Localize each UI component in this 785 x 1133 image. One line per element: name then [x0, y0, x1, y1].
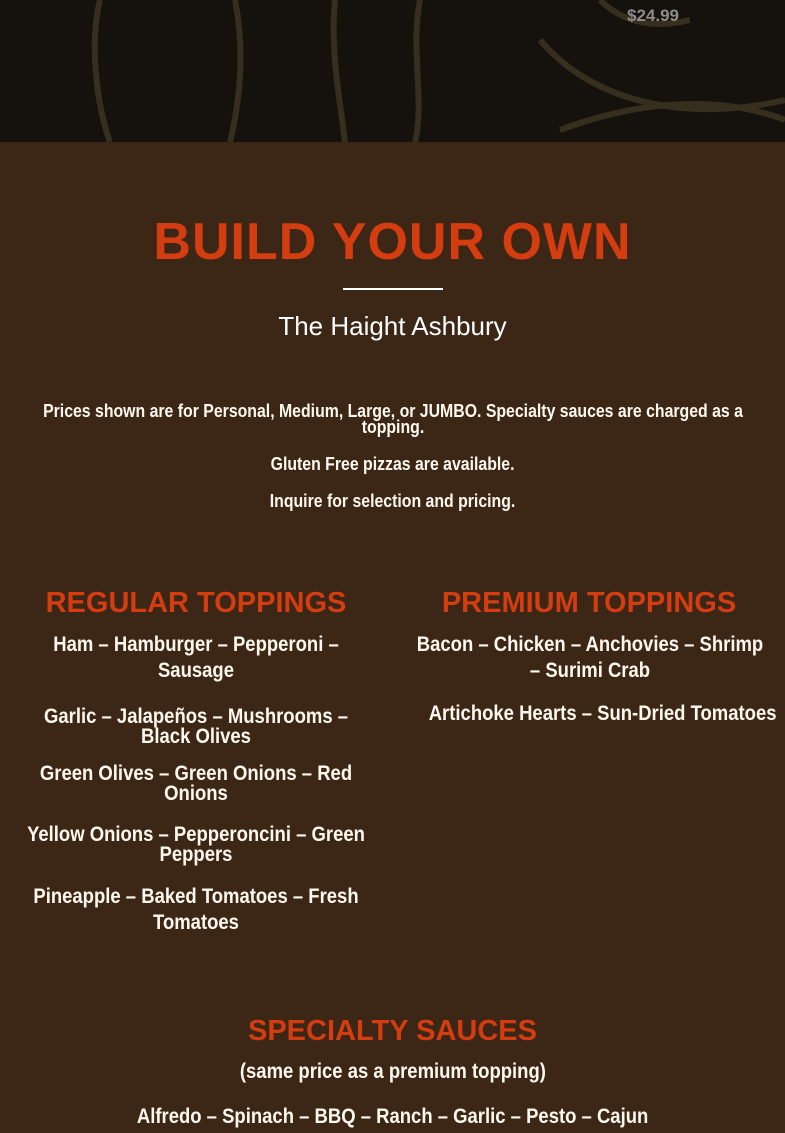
hero-banner: [0, 0, 785, 142]
regular-topping-item: Yellow Onions – Pepperoncini – Green Peppers: [27, 823, 365, 866]
premium-topping-item: Bacon – Chicken – Anchovies – Shrimp – Surimi Crab: [416, 633, 764, 682]
specialty-sauces-subheading: (same price as a premium topping): [239, 1060, 546, 1083]
specialty-sauces-list: Alfredo – Spinach – BBQ – Ranch – Garlic – Pesto – Cajun: [136, 1105, 649, 1128]
regular-topping-item: Ham – Hamburger – Pepperoni – Sausage: [53, 633, 339, 682]
page-title: BUILD YOUR OWN: [153, 213, 632, 271]
regular-topping-item: Green Olives – Green Onions – Red Onions: [39, 762, 353, 805]
info-inquire: Inquire for selection and pricing.: [269, 491, 516, 511]
premium-topping-item: Artichoke Hearts – Sun-Dried Tomatoes: [428, 702, 777, 725]
hero-price: $24.99: [627, 6, 679, 25]
regular-topping-item: Pineapple – Baked Tomatoes – Fresh Tomatoes: [33, 885, 359, 934]
title-divider: [343, 288, 443, 290]
premium-toppings-heading: PREMIUM TOPPINGS: [441, 587, 737, 619]
regular-topping-item: Garlic – Jalapeños – Mushrooms – Black Olives: [43, 705, 349, 748]
specialty-sauces-heading: SPECIALTY SAUCES: [248, 1015, 537, 1047]
regular-toppings-heading: REGULAR TOPPINGS: [45, 587, 347, 619]
info-gluten-free: Gluten Free pizzas are available.: [270, 454, 515, 474]
pizza-name: The Haight Ashbury: [278, 311, 507, 341]
info-pricing-note: Prices shown are for Personal, Medium, Large, or JUMBO. Specialty sauces are charged as a topping.: [43, 401, 743, 437]
